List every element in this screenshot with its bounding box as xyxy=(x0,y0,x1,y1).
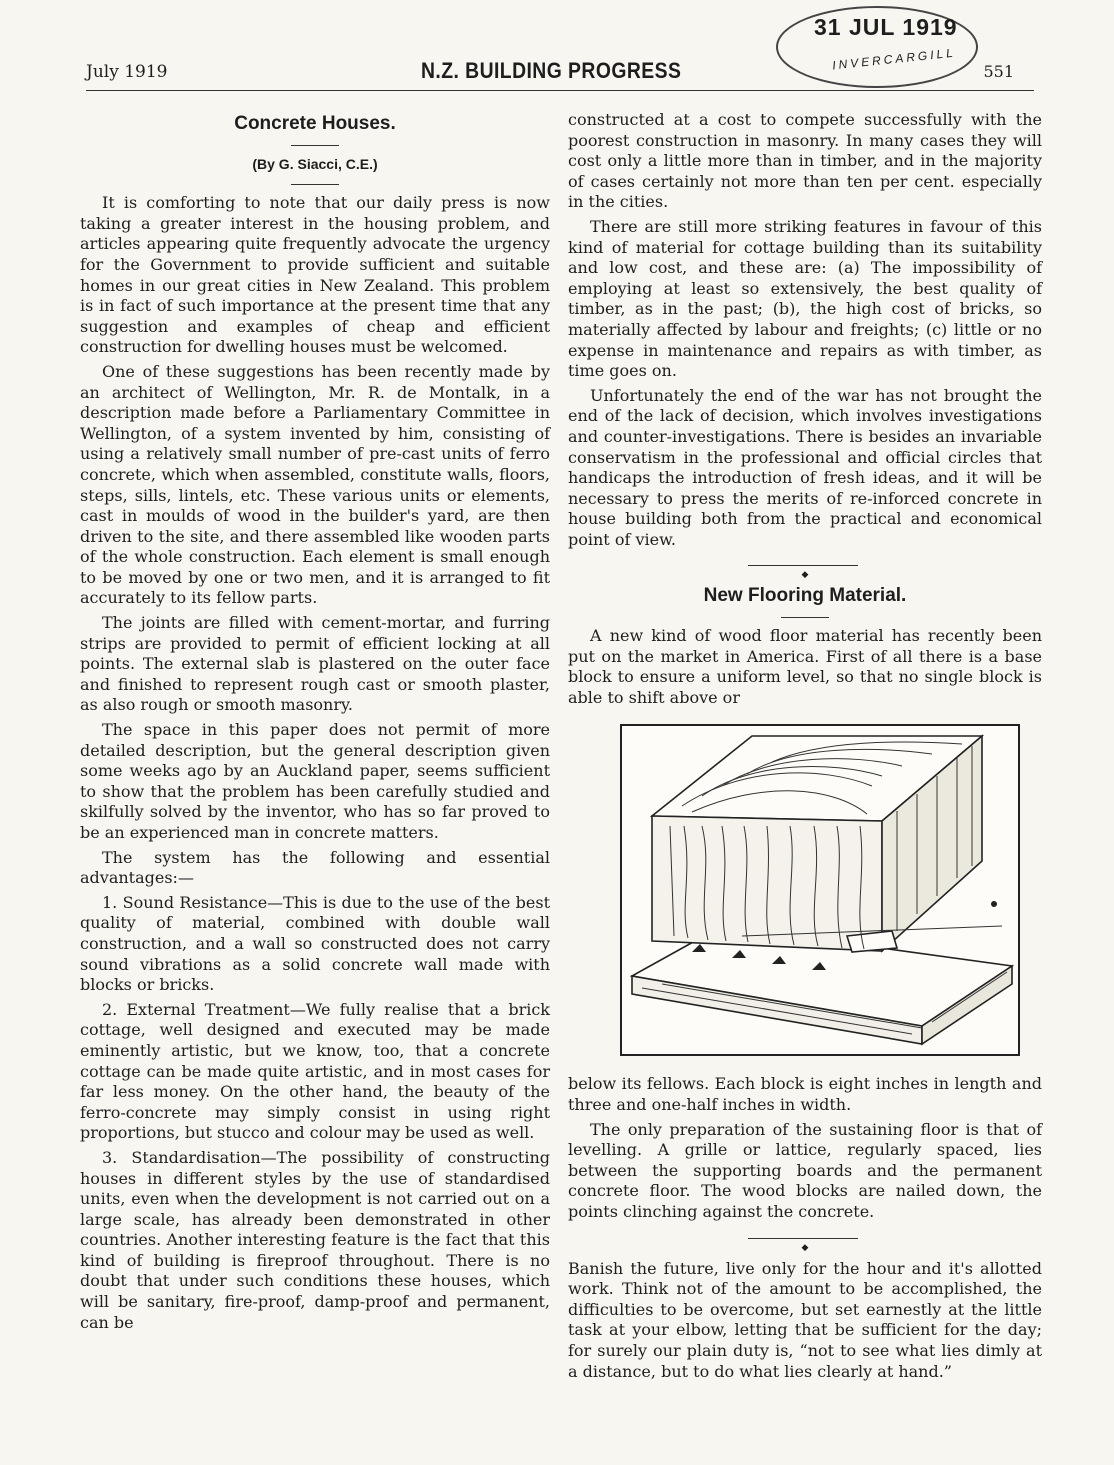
left-column xyxy=(80,110,550,1337)
paragraph: constructed at a cost to compete successfully with the poorest construction in masonry. In many cases they will cost only a little more than in timber, and in the majority of cases certainly not more than ten per cent. especially in the cities. xyxy=(568,110,1042,212)
paragraph: The only preparation of the sustaining floor is that of levelling. A grille or lattice, regularly spaced, lies between the supporting boards and the permanent concrete floor. The wood blocks are nailed down, the points clinching against the concrete. xyxy=(568,1119,1042,1221)
paragraph: The space in this paper does not permit of more detailed description, but the general description given some weeks ago by an Auckland paper, seems sufficient to show that the problem has been carefully studied and skilfully solved by the inventor, who has so far proved to be an experienced man in concrete matters. xyxy=(80,720,550,842)
article-byline: (By G. Siacci, C.E.) xyxy=(252,155,378,172)
paragraph: The joints are filled with cement-mortar, and furring strips are provided to permit of efficient locking at all points. The external slab is plastered on the outer face and finished to represent rough cast or smooth plaster, as also rough or smooth masonry. xyxy=(80,613,550,715)
paragraph: It is comforting to note that our daily press is now taking a greater interest in the housing problem, and articles appearing quite frequently advocate the urgency for the Government to provide sufficient and suitable homes in our great cities in New Zealand. This problem is in fact of such importance at the present time that any suggestion and examples of cheap and efficient construction for dwelling houses must be welcomed. xyxy=(80,193,550,357)
closing-quote xyxy=(568,1259,1042,1383)
stamp-place: INVERCARGILL xyxy=(831,45,957,73)
title-divider xyxy=(291,145,339,146)
paragraph: 2. External Treatment—We fully realise that a brick cottage, well designed and executed may be made eminently artistic, but we know, too, that a concrete cottage can be made quite artistic, and in most cases for far less money. On the other hand, the beauty of the ferro-concrete may simply consist in using right proportions, but stucco and colour may be used as well. xyxy=(80,999,550,1143)
wood-block-drawing xyxy=(622,726,1018,1054)
paragraph: below its fellows. Each block is eight inches in length and three and one-half inches in width. xyxy=(568,1074,1042,1115)
library-stamp xyxy=(776,6,978,88)
quote-text: Banish the future, live only for the hour and it's allotted work. Think not of the amount to be accomplished, the difficulties to be overcome, but set earnestly at the little task at your elbow, letting that be sufficient for the day; for surely our plain duty is, “not to see what lies dimly at a distance, but to do what lies clearly at hand.” xyxy=(568,1258,1042,1381)
paragraph: One of these suggestions has been recently made by an architect of Wellington, Mr. R. de Montalk, in a description made before a Parliamentary Committee in Wellington, of a system invented by him, consisting of using a relatively small number of pre-cast units of ferro concrete, which when assembled, constitute walls, floors, steps, sills, lintels, etc. These various units or elements, cast in moulds of wood in the builder's yard, are then driven to the site, and there assembled like wooden parts of the whole construction. Each element is small enough to be moved by one or two men, and it is arranged to fit accurately to its fellow parts. xyxy=(80,361,550,608)
section-separator: ◆ xyxy=(568,1235,1042,1241)
flooring-illustration xyxy=(620,724,1020,1056)
header-rule xyxy=(86,90,1034,91)
article-title: Concrete Houses. xyxy=(234,113,396,134)
publication-title: N.Z. BUILDING PROGRESS xyxy=(421,58,682,83)
paragraph: There are still more striking features in favour of this kind of material for cottage building than its suitability and low cost, and these are: (a) The impossibility of employing at least so extensively, the best quality of timber, as in the past; (b), the high cost of bricks, so materially affected by labour and freights; (c) little or no expense in maintenance and repairs as with timber, as time goes on. xyxy=(568,216,1042,381)
title-divider xyxy=(781,617,829,618)
paragraph: Unfortunately the end of the war has not brought the end of the lack of decision, which involves investigations and counter-investigations. There is besides an invariable conservatism in the professional and official circles that handicaps the introduction of fresh ideas, and it will be necessary to press the merits of re-inforced concrete in house building both from the practical and economical point of view. xyxy=(568,385,1042,549)
stamp-date: 31 JUL 1919 xyxy=(814,14,958,40)
paragraph: A new kind of wood floor material has recently been put on the market in America. First of all there is a base block to ensure a uniform level, so that no single block is able to shift above or xyxy=(568,626,1042,707)
paragraph: 1. Sound Resistance—This is due to the use of the best quality of material, combined with double wall construction, and a wall so constructed does not carry sound vibrations as a solid concrete wall made with blocks or bricks. xyxy=(80,892,550,995)
page-number: 551 xyxy=(983,62,1014,81)
issue-date: July 1919 xyxy=(86,62,168,82)
right-column xyxy=(568,110,1042,1386)
section-separator: ◆ xyxy=(568,562,1042,568)
article-title: New Flooring Material. xyxy=(703,585,907,607)
paragraph: 3. Standardisation—The possibility of constructing houses in different styles by the use of standardised units, even when the development is not carried out on a large scale, has already been demonstrated in other countries. Another interesting feature is the fact that this kind of building is fireproof throughout. There is no doubt that under such conditions these houses, which will be sanitary, fire-proof, damp-proof and permanent, can be xyxy=(80,1147,550,1332)
paragraph: The system has the following and essential advantages:— xyxy=(80,847,550,888)
byline-divider xyxy=(291,184,339,185)
